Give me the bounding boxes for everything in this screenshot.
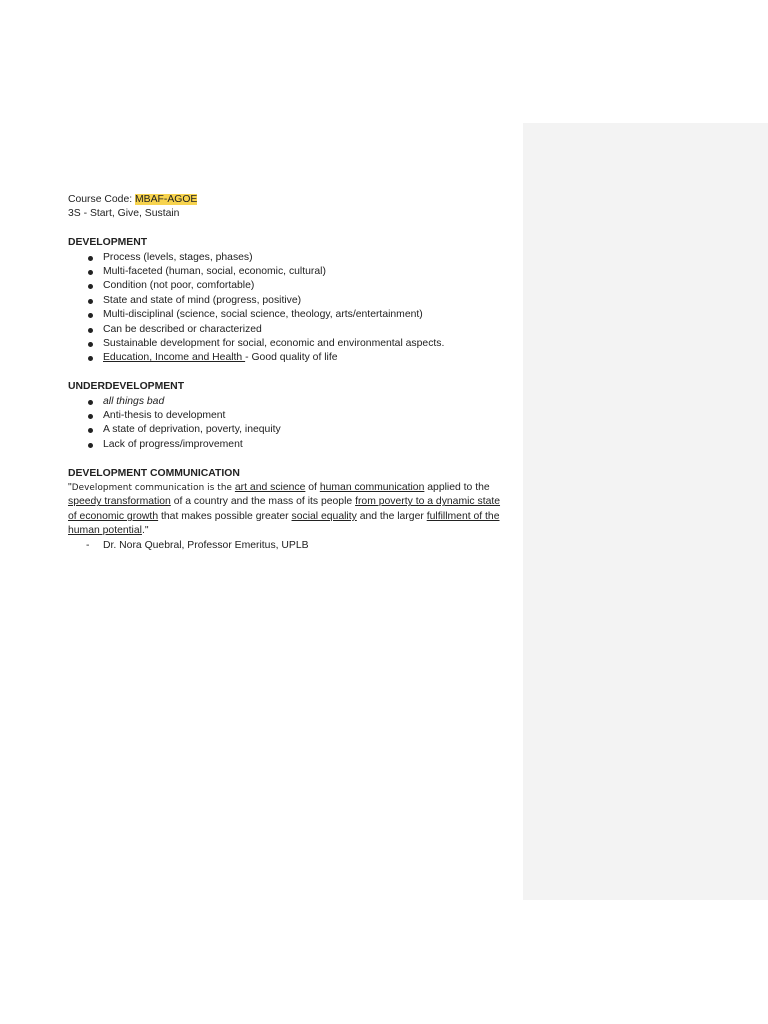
list-item: Process (levels, stages, phases) bbox=[68, 251, 508, 265]
list-item: Anti-thesis to development bbox=[68, 409, 508, 423]
bullet-icon bbox=[88, 443, 93, 448]
bullet-icon bbox=[88, 284, 93, 289]
devcom-quote: "Development communication is the art and science of human communication applied to the speedy transformation of a country and the mass of its people from poverty to a dynamic state of economic growth that makes possible greater social equality and the larger fulfillment of the human potential." bbox=[68, 482, 501, 537]
bullet-icon bbox=[88, 356, 93, 361]
document-body bbox=[68, 193, 508, 553]
underdevelopment-list bbox=[68, 395, 508, 453]
devcom-heading: DEVELOPMENT COMMUNICATION bbox=[68, 467, 240, 479]
list-item: Sustainable development for social, economic and environmental aspects. bbox=[68, 337, 508, 351]
course-code-highlight: MBAF-AGOE bbox=[135, 194, 198, 205]
list-item: State and state of mind (progress, positive) bbox=[68, 294, 508, 308]
list-item: all things bad bbox=[68, 395, 508, 409]
bullet-icon bbox=[88, 299, 93, 304]
bullet-icon bbox=[88, 414, 93, 419]
bullet-icon bbox=[88, 428, 93, 433]
development-list bbox=[68, 251, 508, 366]
comment-margin-panel bbox=[523, 123, 768, 900]
bullet-icon bbox=[88, 256, 93, 261]
list-item: Multi-faceted (human, social, economic, cultural) bbox=[68, 265, 508, 279]
underlined-text: Education, Income and Health bbox=[103, 352, 246, 364]
course-code-label: Course Code: bbox=[68, 194, 135, 205]
list-item: Multi-disciplinal (science, social science, theology, arts/entertainment) bbox=[68, 308, 508, 322]
development-heading: DEVELOPMENT bbox=[68, 237, 148, 249]
underdevelopment-heading: UNDERDEVELOPMENT bbox=[68, 381, 185, 393]
bullet-icon bbox=[88, 400, 93, 405]
bullet-icon bbox=[88, 270, 93, 275]
list-item: Lack of progress/improvement bbox=[68, 438, 508, 452]
bullet-icon bbox=[88, 328, 93, 333]
tagline: 3S - Start, Give, Sustain bbox=[68, 208, 180, 220]
list-item: Education, Income and Health - Good quality of life bbox=[68, 351, 508, 365]
bullet-icon bbox=[88, 313, 93, 318]
quote-attribution: - Dr. Nora Quebral, Professor Emeritus, UPLB bbox=[68, 539, 508, 553]
bullet-icon bbox=[88, 342, 93, 347]
dash-bullet-icon: - bbox=[86, 539, 90, 551]
course-code-line bbox=[68, 193, 508, 207]
list-item: Can be described or characterized bbox=[68, 323, 508, 337]
list-item: A state of deprivation, poverty, inequity bbox=[68, 423, 508, 437]
list-item: Condition (not poor, comfortable) bbox=[68, 279, 508, 293]
